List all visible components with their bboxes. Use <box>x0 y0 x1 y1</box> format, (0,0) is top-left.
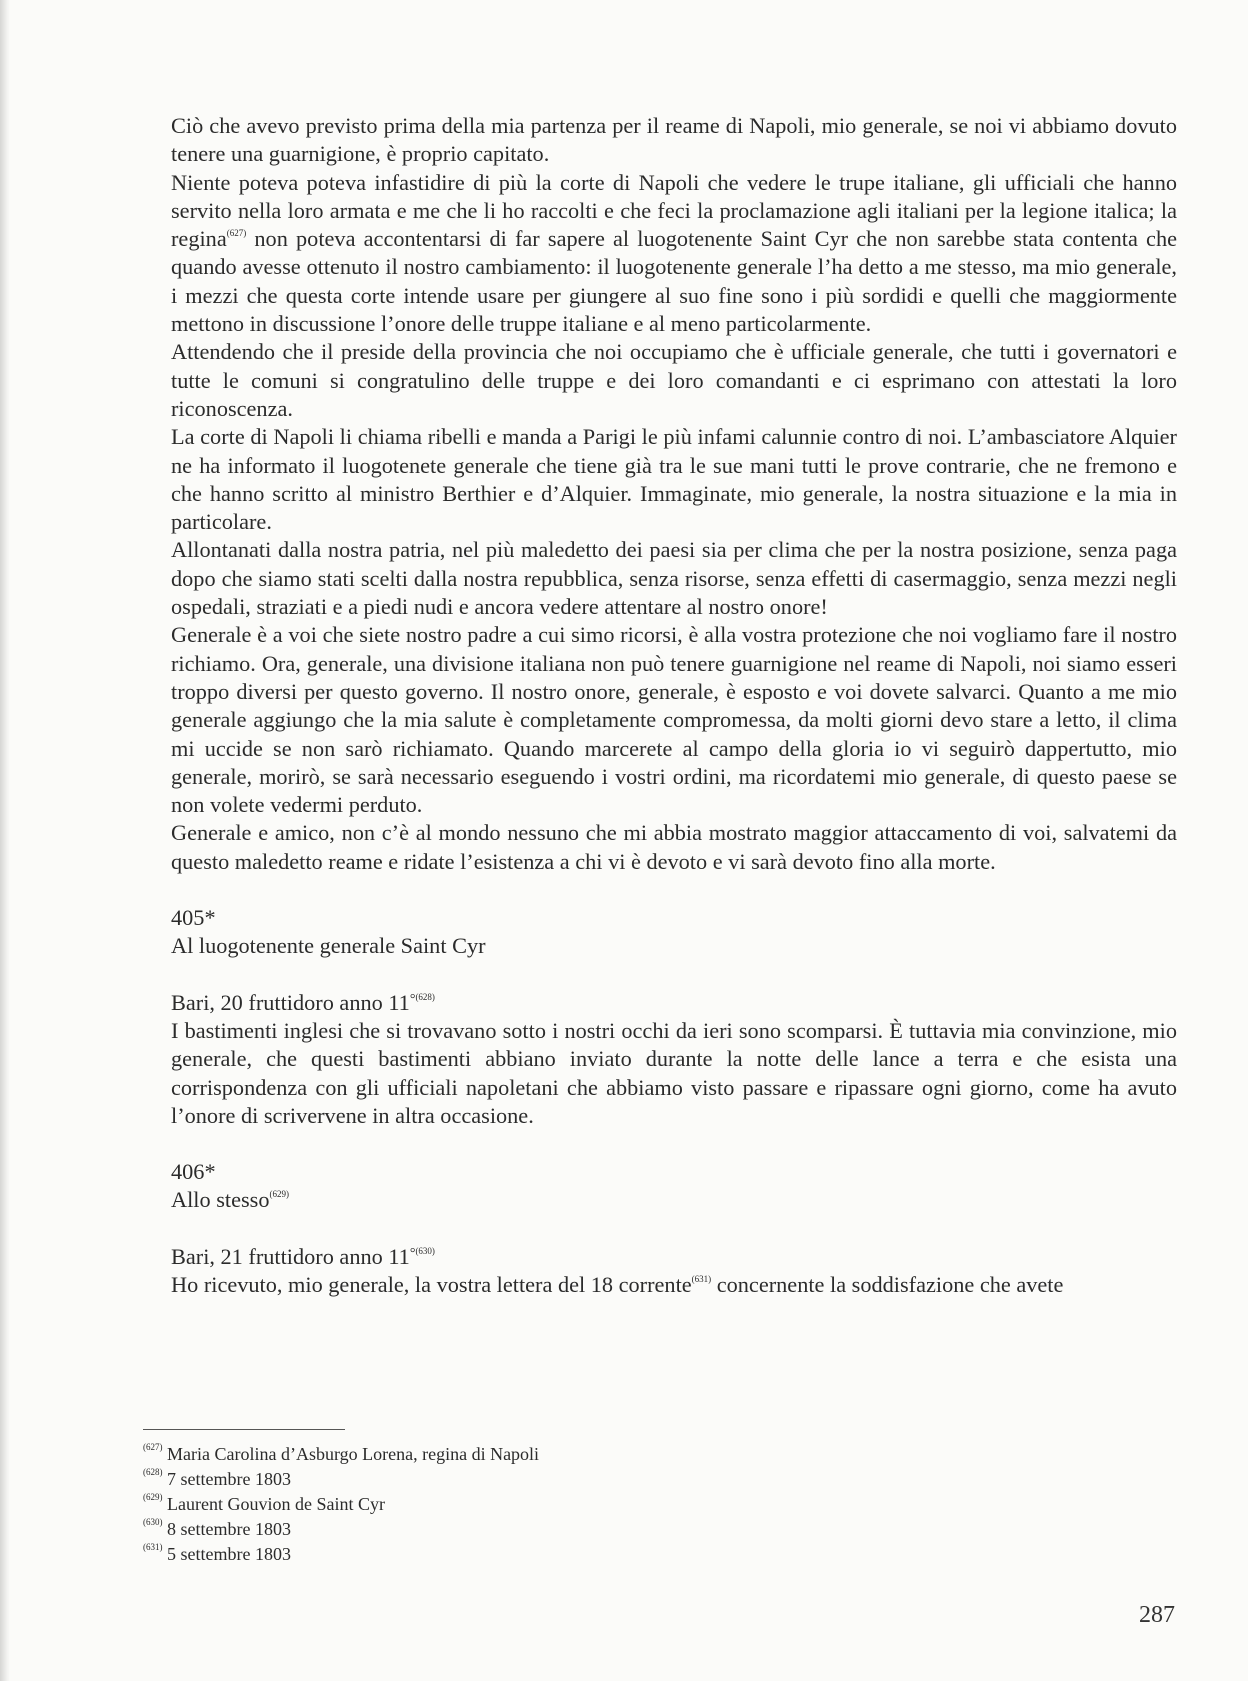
letter-body-text: concernente la soddisfazione che avete <box>716 1271 1064 1297</box>
footnote-ref-629: (629) <box>269 1189 289 1200</box>
paragraph: Allontanati dalla nostra patria, nel più maledetto dei paesi sia per clima che per la nostra posizione, senza paga dopo che siamo stati scelti dalla nostra repubblica, senza risorse, senza effetti di casermaggio, senza mezzi negli ospedali, straziati e a piedi nudi e ancora vedere attentare al nostro onore! <box>171 537 1177 620</box>
letter-body <box>171 1271 1177 1299</box>
footnote <box>143 1442 1143 1467</box>
paragraph-text: Niente poteva poteva infastidire di più la corte di Napoli che vedere le trupe italiane, gli ufficiali che hanno servito nella loro armata e me che li ho raccolti e che feci la proclamazione agli italiani per la legione italica; la regina <box>171 169 1177 252</box>
footnote-ref-628: (628) <box>415 991 435 1002</box>
footnote-text: 5 settembre 1803 <box>167 1544 291 1564</box>
footnote-ref-630: (630) <box>415 1245 435 1256</box>
footnote <box>143 1467 1143 1492</box>
letter-body-text: Ho ricevuto, mio generale, la vostra lettera del 18 corrente <box>171 1271 692 1297</box>
paragraph: Ciò che avevo previsto prima della mia partenza per il reame di Napoli, mio generale, se noi vi abbiamo dovuto tenere una guarnigione, è proprio capitato. <box>171 113 1177 167</box>
footnote-text: 7 settembre 1803 <box>167 1469 291 1489</box>
degree-mark: ° <box>409 1245 416 1261</box>
footnote-marker: (627) <box>143 1442 163 1452</box>
footnote-text: 8 settembre 1803 <box>167 1519 291 1539</box>
letter-date <box>171 1243 1177 1271</box>
paragraph <box>171 169 1177 339</box>
footnote <box>143 1517 1143 1542</box>
degree-mark: ° <box>409 991 416 1007</box>
letter-date-text: Bari, 20 fruttidoro anno 11 <box>171 989 410 1015</box>
letter-addressee: Al luogotenente generale Saint Cyr <box>171 933 486 959</box>
paragraph: Generale è a voi che siete nostro padre a cui simo ricorsi, è alla vostra protezione che noi vogliamo fare il nostro richiamo. Ora, generale, una divisione italiana non può tenere guarnigione nel reame di Napoli, noi siamo esseri troppo diversi per questo governo. Il nostro onore, generale, è esposto e voi dovete salvarci. Quanto a me mio generale aggiungo che la mia salute è completamente compromessa, da molti giorni devo stare a letto, il clima mi uccide se non sarò richiamato. Quando marcerete al campo della gloria io vi seguirò dappertutto, mio generale, morirò, se sarà necessario eseguendo i vostri ordini, ma ricordatemi mio generale, di questo paese se non volete vedermi perduto. <box>171 622 1177 818</box>
letter-body: I bastimenti inglesi che si trovavano sotto i nostri occhi da ieri sono scomparsi. È tuttavia mia convinzione, mio generale, che questi bastimenti abbiano inviato durante la notte delle lance a terra e che esista una corrispondenza con gli ufficiali napoletani che abbiamo visto passare e ripassare ogni giorno, come ha avuto l’onore di scrivervene in altra occasione. <box>171 1017 1177 1128</box>
footnote-marker: (630) <box>143 1517 163 1527</box>
footnotes <box>143 1429 1143 1567</box>
paragraph: Generale e amico, non c’è al mondo nessuno che mi abbia mostrato maggior attaccamento di voi, salvatemi da questo maledetto reame e ridate l’esistenza a chi vi è devoto e vi sarà devoto fino alla morte. <box>171 820 1177 874</box>
footnote <box>143 1542 1143 1567</box>
footnote-rule <box>143 1429 345 1430</box>
letter-date-text: Bari, 21 fruttidoro anno 11 <box>171 1243 410 1269</box>
footnote-marker: (629) <box>143 1492 163 1502</box>
footnote-marker: (628) <box>143 1467 163 1477</box>
paragraph: Attendendo che il preside della provincia che noi occupiamo che è ufficiale generale, che tutti i governatori e tutte le comuni si congratulino delle truppe e dei loro comandanti e ci esprimano con attestati la loro riconoscenza. <box>171 339 1177 421</box>
footnote <box>143 1492 1143 1517</box>
footnote-ref-631: (631) <box>691 1273 712 1284</box>
footnote-text: Laurent Gouvion de Saint Cyr <box>167 1494 385 1514</box>
letter-number: 405* <box>171 905 216 931</box>
footnote-text: Maria Carolina d’Asburgo Lorena, regina di Napoli <box>167 1444 540 1464</box>
footnote-marker: (631) <box>143 1542 163 1552</box>
page-gutter-shadow <box>0 0 10 1681</box>
page-number: 287 <box>1139 1602 1175 1628</box>
letter-number: 406* <box>171 1159 216 1185</box>
footnote-ref-627: (627) <box>226 228 247 239</box>
letter-date <box>171 989 1177 1017</box>
page-body <box>171 112 1177 1299</box>
letter-addressee <box>171 1186 1177 1214</box>
paragraph-text: non poteva accontentarsi di far sapere al luogotenente Saint Cyr che non sarebbe stata contenta che quando avesse ottenuto il nostro cambiamento: il luogotenente generale l’ha detto a me stesso, ma mio generale, i mezzi che questa corte intende usare per giungere al suo fine sono i più sordidi e quelli che maggiormente mettono in discussione l’onore delle truppe italiane e al meno particolarmente. <box>171 226 1177 337</box>
letter-addressee-text: Allo stesso <box>171 1187 270 1213</box>
paragraph: La corte di Napoli li chiama ribelli e manda a Parigi le più infami calunnie contro di noi. L’ambasciatore Alquier ne ha informato il luogotenete generale che tiene già tra le sue mani tutti le prove contrarie, che ne fremono e che hanno scritto al ministro Berthier e d’Alquier. Immaginate, mio generale, la nostra situazione e la mia in particolare. <box>171 424 1177 535</box>
